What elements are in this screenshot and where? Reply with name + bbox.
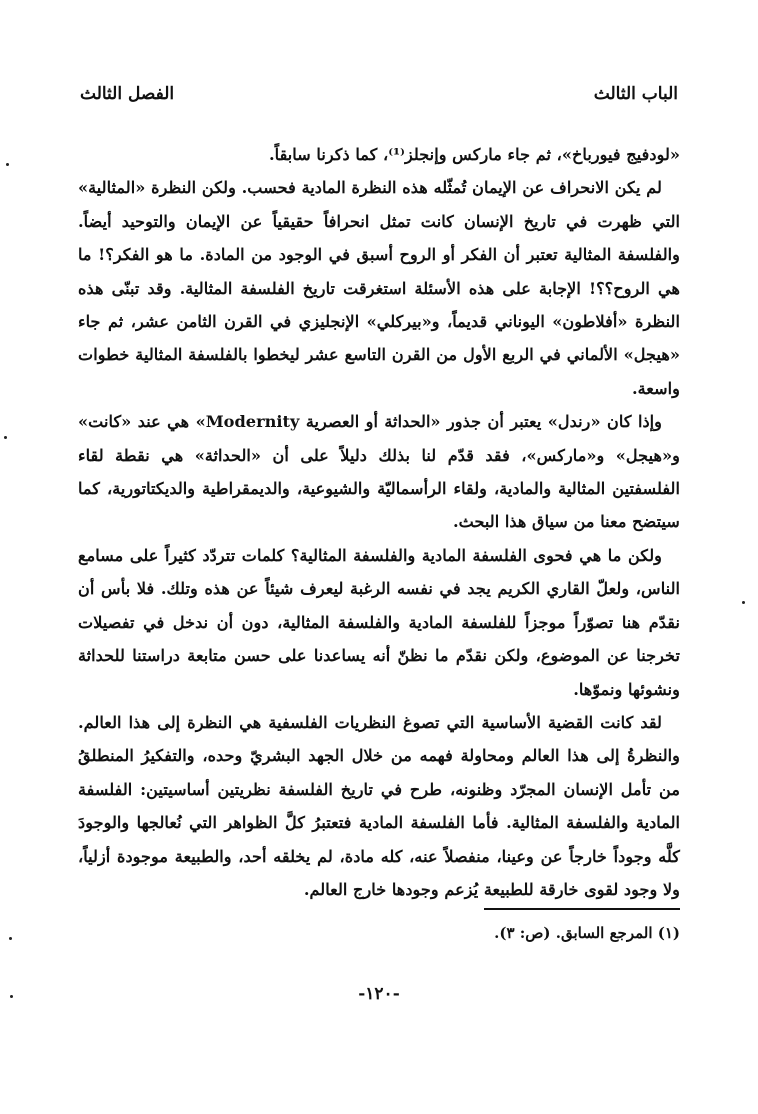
paragraph-4: ولكن ما هي فحوى الفلسفة المادية والفلسفة المثالية؟ كلمات تتردّد كثيراً على مسامع الناس، ولعلّ القاري الكريم يجد في نفسه الرغبة ليعرف شيئاً عن هذه وتلك. فلا بأس أن نقدّم هنا تصوّراً موجزاً للفلسفة المادية والفلسفة المثالية، دون أن ندخل في تفصيلات تخرجنا عن الموضوع، ولكن نقدّم ما نظنّ أنه يساعدنا على حسن متابعة دراستنا للحداثة ونشوئها ونموّها. (78, 545, 680, 699)
margin-speck (742, 601, 745, 604)
margin-speck (6, 163, 9, 166)
paragraph-3: وإذا كان «رندل» يعتبر أن جذور «الحداثة أو العصرية Modernity» هي عند «كانت» و«هيجل» و«ماركس»، فقد قدّم لنا بذلك دليلاً على أن «الحداثة» هي نقطة لقاء الفلسفتين المثالية والمادية، ولقاء الرأسماليّة والشيوعية، والديمقراطية والديكتاتورية، كما سيتضح معنا من سياق هذا البحث. (78, 412, 680, 532)
running-header (80, 84, 678, 114)
margin-speck (4, 436, 7, 439)
margin-speck (9, 937, 12, 940)
paragraph-5: لقد كانت القضية الأساسية التي تصوغ النظريات الفلسفية هي النظرة إلى هذا العالم. والنظرةُ إلى هذا العالم ومحاولة فهمه من خلال الجهد البشريّ وحده، والتفكيرُ المنطلقُ من تأمل الإنسان المجرّد وظنونه، طرح في تاريخ الفلسفة نظريتين أساسيتين: الفلسفة المادية والفلسفة المثالية. فأما الفلسفة المادية فتعتبرُ كلَّ الظواهر التي نُعالجها والوجودَ كلَّه وجوداً خارجاً عن وعينا، منفصلاً عنه، كله مادة، لم يخلقه أحد، والطبيعة موجودة أزلياً، ولا وجود لقوى خارقة للطبيعة يُزعم وجودها خارج العالم. (78, 712, 680, 899)
header-chapter-title: الفصل الثالث (80, 84, 175, 104)
header-part-title: الباب الثالث (593, 84, 678, 104)
page-number: -١٢٠- (358, 984, 400, 1004)
footnote: (١) المرجع السابق. (ص: ٣). (494, 924, 680, 942)
body-text (78, 138, 680, 906)
paragraph-1: «لودفيج فيورباخ»، ثم جاء ماركس وإنجلز⁽¹⁾، كما ذكرنا سابقاً. (269, 145, 680, 164)
footnote-separator (484, 908, 680, 910)
paragraph-2: لم يكن الانحراف عن الإيمان تُمثّله هذه النظرة المادية فحسب. ولكن النظرة «المثالية» التي ظهرت في تاريخ الإنسان كانت تمثل انحرافاً حقيقياً عن الإيمان والتوحيد أيضاً. والفلسفة المثالية تعتبر أن الفكر أو الروح أسبق في الوجود من المادة. ما هو الفكر؟! ما هي الروح؟؟! الإجابة على هذه الأسئلة استغرقت تاريخ الفلسفة المثالية. وقد تبنّى هذه النظرة «أفلاطون» اليوناني قديماً، و«بيركلي» الإنجليزي في القرن الثامن عشر، ثم جاء «هيجل» الألماني في الربع الأول من القرن التاسع عشر ليخطوا بالفلسفة المثالية خطوات واسعة. (78, 178, 680, 398)
margin-speck (10, 995, 13, 998)
